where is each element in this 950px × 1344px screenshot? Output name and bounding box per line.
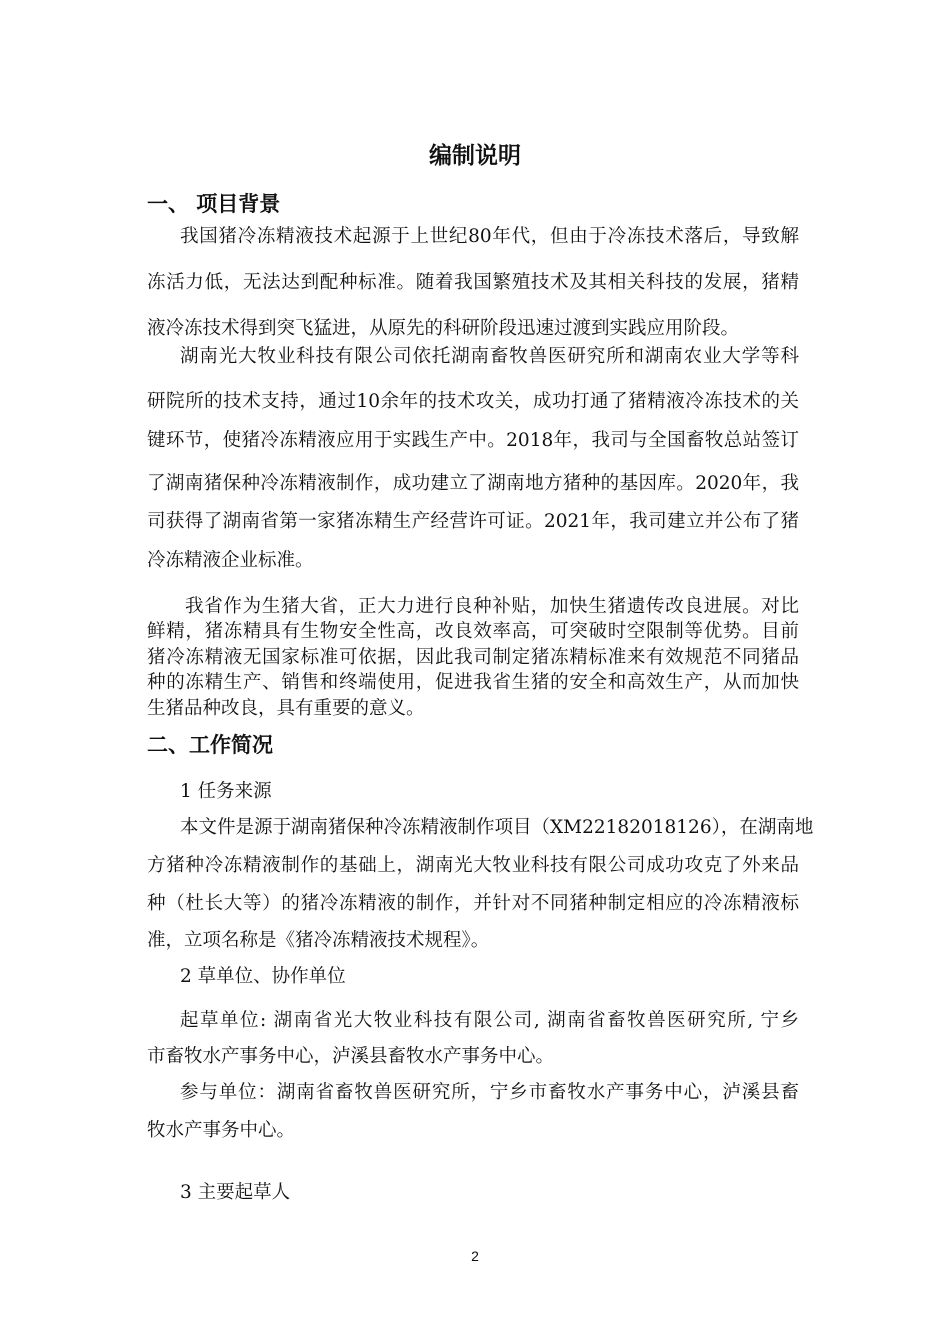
paragraph-line: 生猪品种改良，具有重要的意义。 (147, 698, 425, 719)
paragraph-line: 种（杜长大等）的猪冷冻精液的制作，并针对不同猪种制定相应的冷冻精液标 (147, 893, 799, 914)
page-number: 2 (471, 1248, 479, 1264)
paragraph-line: 冻活力低，无法达到配种标准。随着我国繁殖技术及其相关科技的发展，猪精 (147, 272, 799, 293)
paragraph-line: 本文件是源于湖南猪保种冷冻精液制作项目（XM22182018126），在湖南地 (180, 817, 814, 838)
page-title: 编制说明 (429, 143, 521, 169)
paragraph-line: 鲜精，猪冻精具有生物安全性高，改良效率高，可突破时空限制等优势。目前 (147, 621, 799, 642)
paragraph-line: 猪冷冻精液无国家标准可依据，因此我司制定猪冻精标准来有效规范不同猪品 (147, 647, 799, 668)
paragraph-line: 冷冻精液企业标准。 (147, 550, 314, 571)
paragraph-line: 种的冻精生产、销售和终端使用，促进我省生猪的安全和高效生产，从而加快 (147, 672, 799, 693)
paragraph-line: 准，立项名称是《猪冷冻精液技术规程》。 (147, 930, 490, 951)
paragraph-line: 研院所的技术支持，通过10余年的技术攻关，成功打通了猪精液冷冻技术的关 (147, 391, 799, 412)
paragraph-line: 起草单位: 湖南省光大牧业科技有限公司, 湖南省畜牧兽医研究所, 宁乡 (180, 1010, 799, 1031)
paragraph-line: 市畜牧水产事务中心，泸溪县畜牧水产事务中心。 (147, 1046, 555, 1067)
section-heading-work-overview: 二、工作简况 (147, 733, 273, 757)
subheading: 3 主要起草人 (180, 1182, 291, 1203)
paragraph-line: 方猪种冷冻精液制作的基础上，湖南光大牧业科技有限公司成功攻克了外来品 (147, 855, 799, 876)
subheading: 1 任务来源 (180, 781, 272, 802)
paragraph-line: 我省作为生猪大省，正大力进行良种补贴，加快生猪遗传改良进展。对比 (185, 596, 799, 617)
paragraph-line: 参与单位：湖南省畜牧兽医研究所，宁乡市畜牧水产事务中心，泸溪县畜 (180, 1082, 799, 1103)
paragraph-line: 湖南光大牧业科技有限公司依托湖南畜牧兽医研究所和湖南农业大学等科 (180, 346, 799, 367)
paragraph-line: 我国猪冷冻精液技术起源于上世纪80年代，但由于冷冻技术落后，导致解 (180, 226, 799, 247)
paragraph-line: 司获得了湖南省第一家猪冻精生产经营许可证。2021年，我司建立并公布了猪 (147, 511, 799, 532)
paragraph-line: 牧水产事务中心。 (147, 1120, 296, 1141)
section-heading-background: 一、 项目背景 (147, 192, 281, 216)
subheading: 2 草单位、协作单位 (180, 966, 346, 987)
paragraph-line: 键环节，使猪冷冻精液应用于实践生产中。2018年，我司与全国畜牧总站签订 (147, 430, 799, 451)
paragraph-line: 液冷冻技术得到突飞猛进，从原先的科研阶段迅速过渡到实践应用阶段。 (147, 318, 740, 339)
paragraph-line: 了湖南猪保种冷冻精液制作，成功建立了湖南地方猪种的基因库。2020年，我 (147, 473, 799, 494)
